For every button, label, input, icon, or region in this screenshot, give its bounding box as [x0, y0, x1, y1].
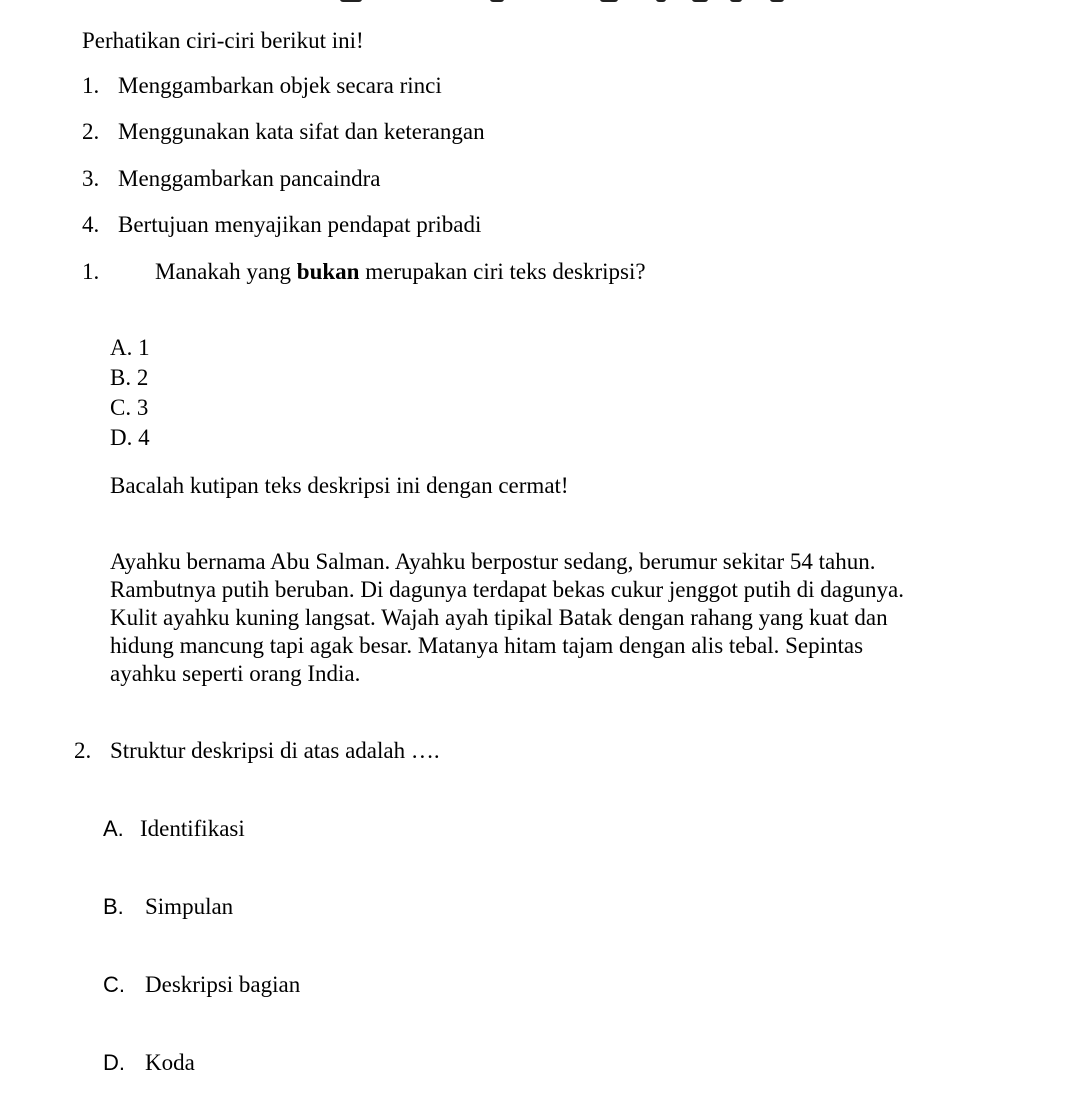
list-item-number: 1. [82, 73, 100, 98]
question-text: Struktur deskripsi di atas adalah …. [110, 738, 440, 763]
intro-text: Perhatikan ciri-ciri berikut ini! [82, 28, 364, 53]
question-emphasis: bukan [296, 259, 360, 284]
reading-instruction: Bacalah kutipan teks deskripsi ini dengan cermat! [110, 473, 569, 498]
answer-option-a[interactable]: Identifikasi [140, 816, 245, 841]
list-item: Bertujuan menyajikan pendapat pribadi [118, 212, 482, 237]
question-text-part: Manakah yang [155, 259, 297, 284]
list-item: Menggambarkan pancaindra [118, 166, 381, 191]
list-item: Menggunakan kata sifat dan keterangan [118, 119, 485, 144]
list-item-number: 3. [82, 166, 100, 191]
answer-option-c[interactable]: Deskripsi bagian [145, 972, 301, 997]
passage-line: Kulit ayahku kuning langsat. Wajah ayah tipikal Batak dengan rahang yang kuat dan [110, 605, 888, 630]
answer-letter: C. [103, 972, 125, 997]
list-item-number: 2. [82, 119, 100, 144]
answer-option-c[interactable]: C. 3 [110, 395, 149, 420]
passage-line: ayahku seperti orang India. [110, 661, 361, 686]
passage-line: hidung mancung tapi agak besar. Matanya hitam tajam dengan alis tebal. Sepintas [110, 633, 864, 658]
answer-option-d[interactable]: D. 4 [110, 425, 150, 450]
question-number: 2. [74, 738, 92, 763]
passage-line: Ayahku bernama Abu Salman. Ayahku berpostur sedang, berumur sekitar 54 tahun. [110, 549, 876, 574]
answer-option-d[interactable]: Koda [145, 1050, 195, 1075]
question-text [155, 258, 646, 286]
answer-option-a[interactable]: A. 1 [110, 335, 150, 360]
answer-letter: A. [103, 816, 124, 841]
question-text-part: merupakan ciri teks deskripsi? [359, 259, 646, 284]
question-number: 1. [82, 259, 100, 284]
answer-option-b[interactable]: Simpulan [145, 894, 234, 919]
answer-letter: D. [103, 1050, 125, 1075]
answer-option-b[interactable]: B. 2 [110, 365, 149, 390]
passage-line: Rambutnya putih beruban. Di dagunya terdapat bekas cukur jenggot putih di dagunya. [110, 577, 904, 602]
cropped-previous-line [300, 0, 800, 4]
list-item: Menggambarkan objek secara rinci [118, 73, 442, 98]
answer-letter: B. [103, 894, 124, 919]
list-item-number: 4. [82, 212, 100, 237]
